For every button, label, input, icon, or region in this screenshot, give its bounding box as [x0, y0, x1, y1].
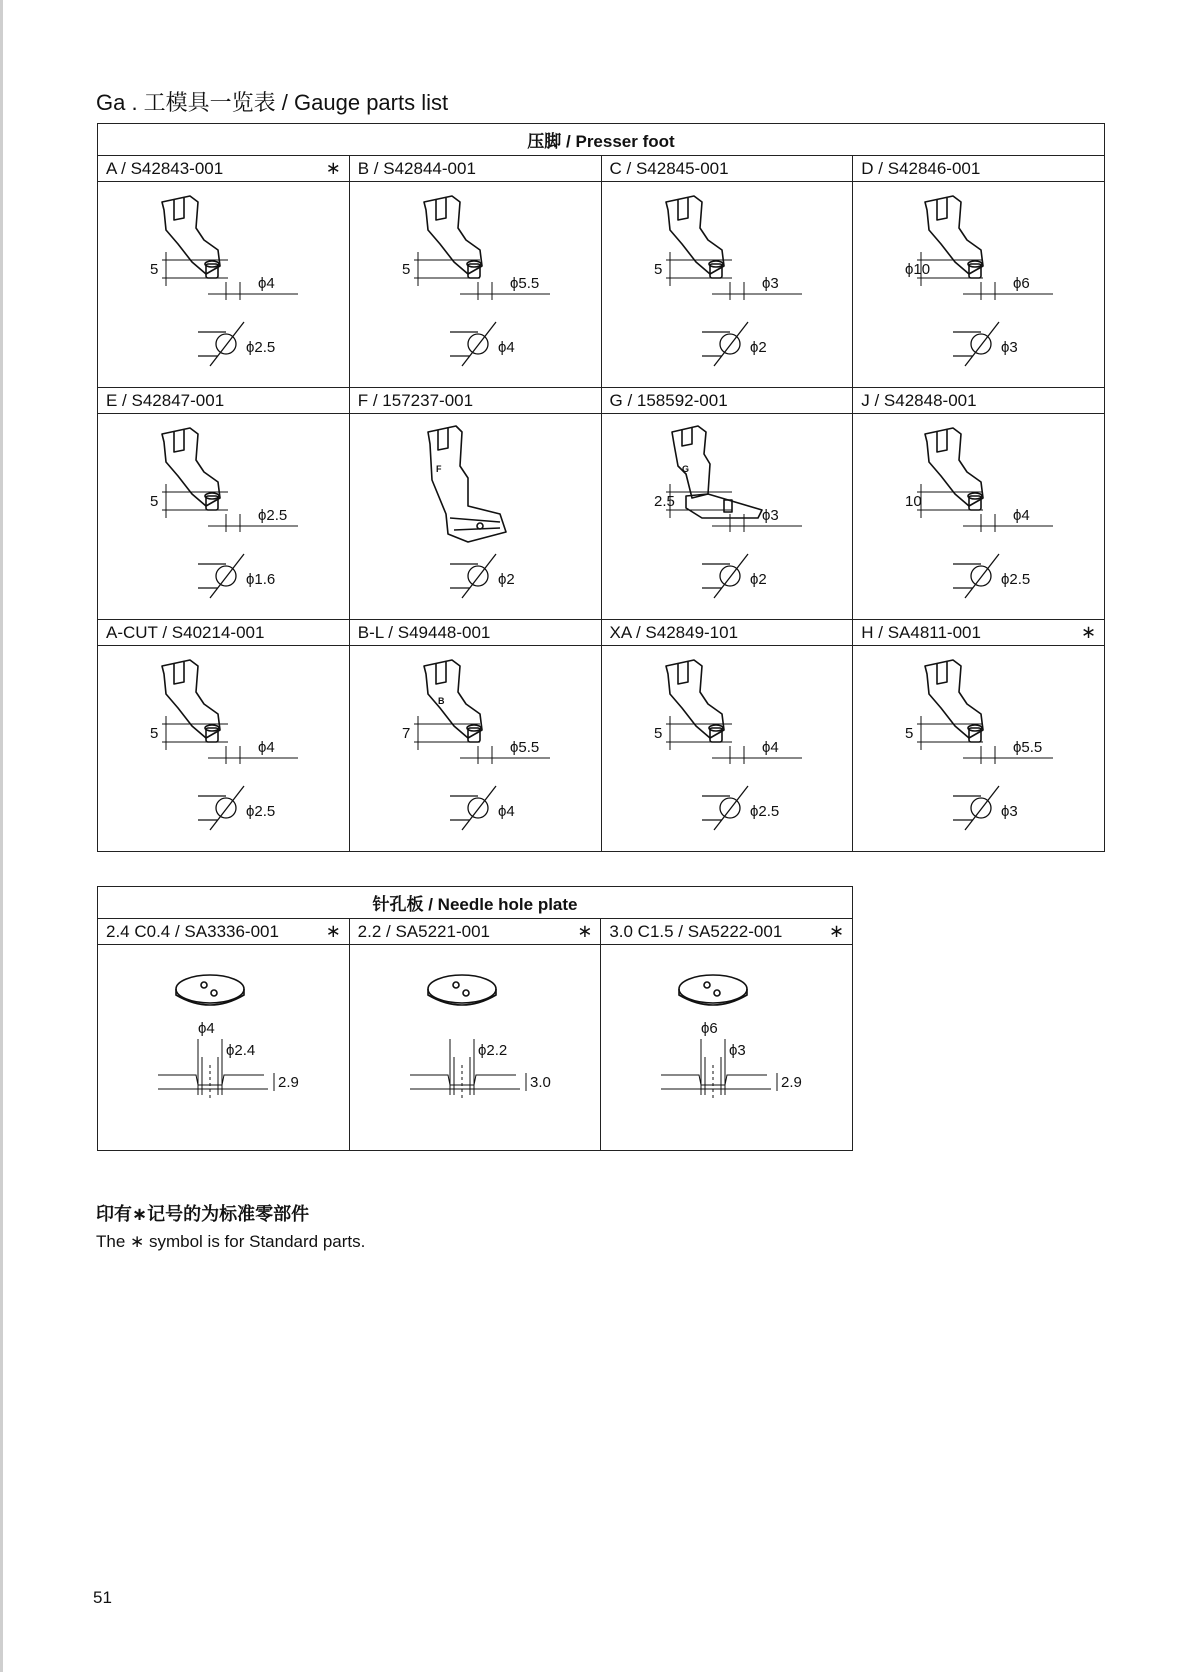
needle-plate-title — [98, 887, 853, 919]
height-dimension-text: 5 — [401, 261, 411, 278]
standard-part-star: ∗ — [577, 921, 593, 941]
pin-diameter-text: ϕ3 — [761, 275, 779, 292]
height-dimension-text: 7 — [401, 725, 411, 742]
hole-detail — [450, 786, 496, 830]
plate-thickness-text: 2.9 — [278, 1074, 299, 1091]
presser-foot-drawing — [424, 196, 482, 278]
presser-foot-drawing — [925, 196, 983, 278]
presser-foot-label-cell — [349, 388, 601, 414]
needle-plate-figure — [601, 945, 852, 1150]
hole-detail — [702, 322, 748, 366]
presser-foot-label-cell — [853, 156, 1105, 182]
hole-detail — [198, 322, 244, 366]
outer-diameter-text: ϕ6 — [701, 1020, 719, 1037]
height-dimension-text: ϕ10 — [905, 261, 931, 278]
presser-foot-figure-cell — [601, 646, 853, 852]
presser-foot-drawing — [162, 196, 220, 278]
presser-foot-figure — [853, 182, 1104, 387]
foot-letter-mark: G — [681, 464, 689, 474]
part-number-label: J / S42848-001 — [861, 390, 977, 410]
standard-part-star: ∗ — [1080, 622, 1096, 642]
hole-detail — [953, 786, 999, 830]
presser-foot-figure — [602, 414, 853, 619]
dimension-lines — [666, 252, 802, 300]
plate-thickness-text: 2.9 — [781, 1074, 803, 1091]
hole-diameter-text: ϕ2.4 — [226, 1042, 256, 1059]
presser-foot-drawing — [925, 660, 983, 742]
needle-plate-figure — [98, 945, 349, 1150]
height-dimension-text: 10 — [905, 493, 922, 510]
foot-letter-mark: F — [435, 464, 442, 474]
part-number-label: A / S42843-001 — [106, 158, 224, 178]
presser-foot-figure-cell — [853, 182, 1105, 388]
hole-diameter-text: ϕ2 — [749, 339, 767, 356]
hole-detail — [450, 554, 496, 598]
hole-diameter-text: ϕ2.2 — [477, 1042, 507, 1059]
dimension-lines — [162, 252, 298, 300]
part-number-label: 2.2 / SA5221-001 — [357, 921, 490, 941]
presser-foot-drawing — [162, 428, 220, 510]
pin-diameter-text: ϕ5.5 — [509, 275, 540, 292]
hole-diameter-text: ϕ3 — [1001, 339, 1018, 356]
presser-foot-figure-cell — [349, 646, 601, 852]
presser-foot-figure-cell — [98, 414, 350, 620]
height-dimension-text: 5 — [150, 725, 159, 742]
pin-diameter-text: ϕ4 — [761, 739, 779, 756]
hole-diameter-text: ϕ3 — [1001, 803, 1018, 820]
height-dimension-text: 5 — [653, 725, 662, 742]
page-title: Ga . 工模具一览表 / Gauge parts list — [96, 90, 449, 115]
needle-plate-label-cell — [349, 919, 601, 945]
presser-foot-drawing — [666, 196, 724, 278]
part-number-label: H / SA4811-001 — [861, 622, 981, 642]
presser-foot-figure — [602, 646, 853, 851]
height-dimension-text: 5 — [905, 725, 914, 742]
part-number-label: A-CUT / S40214-001 — [106, 622, 265, 642]
presser-foot-label-cell — [349, 620, 601, 646]
height-dimension-text: 5 — [150, 261, 159, 278]
dimension-lines — [661, 1039, 777, 1099]
needle-plate-label-cell — [98, 919, 350, 945]
presser-foot-title-cn: 压脚 — [527, 132, 562, 151]
plate-thickness-text: 3.0 — [529, 1074, 551, 1091]
standard-part-star: ∗ — [325, 158, 341, 178]
dimension-lines — [162, 716, 298, 764]
presser-foot-figure — [350, 414, 601, 619]
hole-diameter-text: ϕ2.5 — [246, 339, 276, 356]
presser-foot-label-cell — [601, 620, 853, 646]
presser-foot-figure — [98, 414, 349, 619]
presser-foot-title — [98, 124, 1105, 156]
part-number-label: B-L / S49448-001 — [357, 622, 491, 642]
standard-parts-note-en: The ∗ symbol is for Standard parts. — [96, 1232, 366, 1251]
presser-foot-figure-cell — [601, 182, 853, 388]
presser-foot-figure-cell — [98, 182, 350, 388]
presser-foot-figure — [98, 182, 349, 387]
presser-foot-label-cell — [853, 620, 1105, 646]
hole-detail — [953, 322, 999, 366]
needle-plate-drawing — [428, 975, 496, 1005]
hole-detail — [198, 786, 244, 830]
presser-foot-figure — [350, 646, 601, 851]
hole-diameter-text: ϕ3 — [729, 1042, 747, 1059]
hole-diameter-text: ϕ2 — [497, 571, 515, 588]
presser-foot-figure-cell — [349, 182, 601, 388]
presser-foot-drawing — [666, 660, 724, 742]
presser-foot-figure-cell — [853, 414, 1105, 620]
dimension-lines — [158, 1039, 274, 1099]
needle-plate-label-cell — [601, 919, 853, 945]
dimension-lines — [917, 484, 1053, 532]
pin-diameter-text: ϕ6 — [1013, 275, 1030, 292]
hole-diameter-text: ϕ4 — [497, 803, 515, 820]
part-number-label: E / S42847-001 — [106, 390, 225, 410]
presser-foot-label-cell — [98, 156, 350, 182]
pin-diameter-text: ϕ2.5 — [258, 507, 288, 524]
hole-detail — [450, 322, 496, 366]
presser-foot-table — [97, 123, 1105, 852]
part-number-label: 3.0 C1.5 / SA5222-001 — [609, 921, 783, 941]
needle-plate-figure-cell — [349, 945, 601, 1151]
standard-part-star: ∗ — [828, 921, 844, 941]
foot-letter-mark: B — [437, 696, 445, 706]
dimension-lines — [410, 1039, 526, 1099]
hole-detail — [702, 786, 748, 830]
pin-diameter-text: ϕ4 — [258, 275, 275, 292]
presser-foot-label-cell — [98, 388, 350, 414]
part-number-label: G / 158592-001 — [609, 390, 728, 410]
hole-diameter-text: ϕ2 — [749, 571, 767, 588]
presser-foot-drawing — [925, 428, 983, 510]
needle-plate-figure — [350, 945, 601, 1150]
hole-diameter-text: ϕ2.5 — [1001, 571, 1031, 588]
part-number-label: B / S42844-001 — [357, 158, 476, 178]
part-number-label: F / 157237-001 — [357, 390, 474, 410]
height-dimension-text: 5 — [150, 493, 159, 510]
standard-part-star: ∗ — [325, 921, 341, 941]
presser-foot-drawing — [424, 660, 482, 742]
presser-foot-label-cell — [601, 388, 853, 414]
height-dimension-text: 2.5 — [653, 493, 675, 510]
hole-diameter-text: ϕ2.5 — [246, 803, 276, 820]
presser-foot-title-en: / Presser foot — [566, 132, 675, 151]
hole-detail — [953, 554, 999, 598]
hole-detail — [702, 554, 748, 598]
part-number-label: D / S42846-001 — [861, 158, 981, 178]
dimension-lines — [917, 252, 1053, 300]
pin-diameter-text: ϕ5.5 — [1013, 739, 1043, 756]
presser-foot-figure-cell — [349, 414, 601, 620]
presser-foot-label-cell — [601, 156, 853, 182]
needle-plate-title-en: / Needle hole plate — [428, 895, 578, 914]
presser-foot-label-cell — [98, 620, 350, 646]
presser-foot-drawing — [428, 426, 506, 542]
presser-foot-figure-cell — [98, 646, 350, 852]
pin-diameter-text: ϕ4 — [1013, 507, 1030, 524]
height-dimension-text: 5 — [653, 261, 662, 278]
page-edge-rule — [0, 0, 3, 1672]
hole-diameter-text: ϕ2.5 — [749, 803, 779, 820]
hole-detail — [198, 554, 244, 598]
presser-foot-figure — [853, 646, 1104, 851]
part-number-label: 2.4 C0.4 / SA3336-001 — [106, 921, 279, 941]
presser-foot-figure-cell — [601, 414, 853, 620]
needle-plate-figure-cell — [98, 945, 350, 1151]
pin-diameter-text: ϕ5.5 — [509, 739, 540, 756]
needle-plate-drawing — [679, 975, 747, 1005]
presser-foot-label-cell — [349, 156, 601, 182]
needle-plate-drawing — [176, 975, 244, 1005]
dimension-lines — [666, 716, 802, 764]
hole-diameter-text: ϕ1.6 — [246, 571, 276, 588]
presser-foot-figure — [853, 414, 1104, 619]
presser-foot-figure — [98, 646, 349, 851]
presser-foot-drawing — [162, 660, 220, 742]
presser-foot-label-cell — [853, 388, 1105, 414]
pin-diameter-text: ϕ3 — [761, 507, 779, 524]
standard-parts-note-cn: 印有∗记号的为标准零部件 — [96, 1204, 310, 1224]
part-number-label: C / S42845-001 — [609, 158, 729, 178]
outer-diameter-text: ϕ4 — [198, 1020, 215, 1037]
page-number: 51 — [93, 1588, 112, 1607]
needle-plate-table — [97, 886, 853, 1151]
needle-plate-title-cn: 针孔板 — [372, 895, 424, 914]
presser-foot-figure-cell — [853, 646, 1105, 852]
needle-plate-figure-cell — [601, 945, 853, 1151]
part-number-label: XA / S42849-101 — [609, 622, 739, 642]
pin-diameter-text: ϕ4 — [258, 739, 275, 756]
presser-foot-figure — [350, 182, 601, 387]
presser-foot-figure — [602, 182, 853, 387]
hole-diameter-text: ϕ4 — [497, 339, 515, 356]
